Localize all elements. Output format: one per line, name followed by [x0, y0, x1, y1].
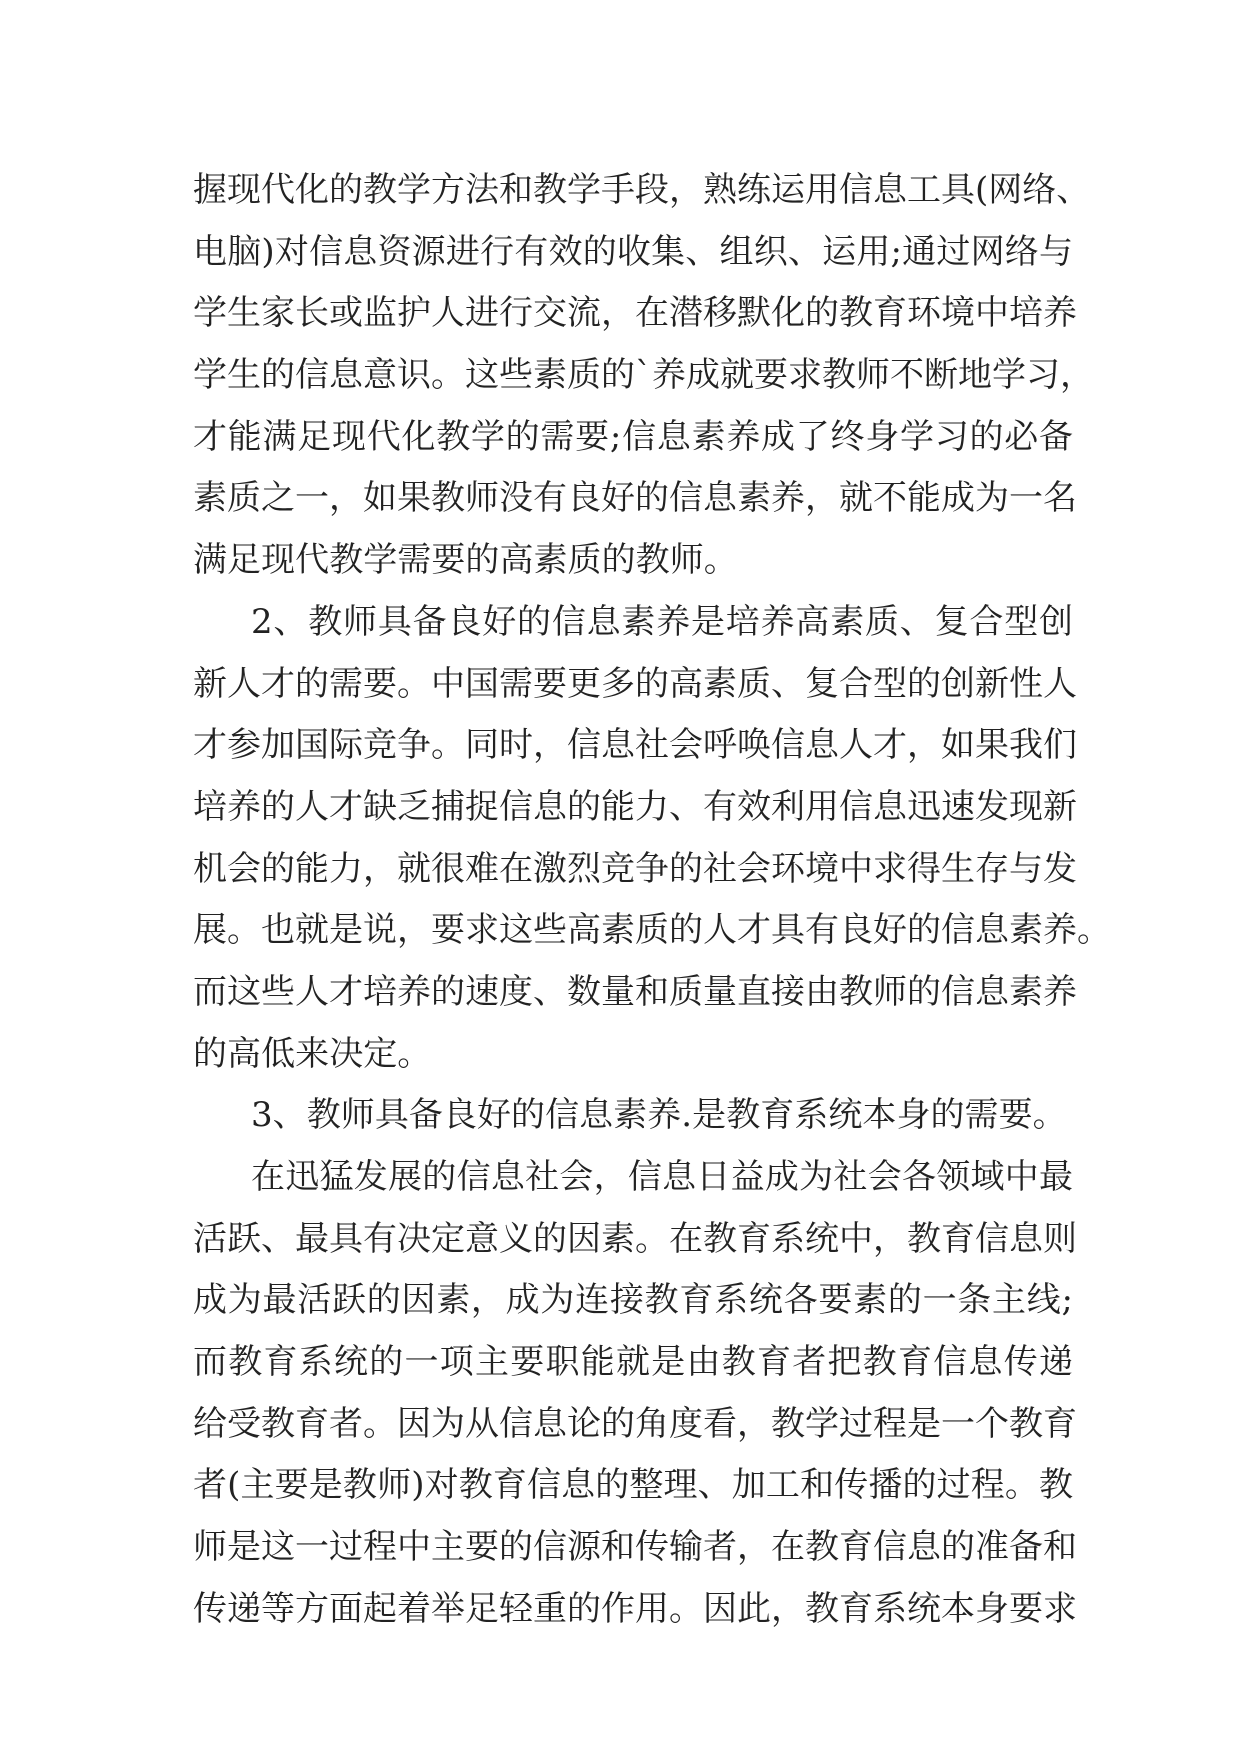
paragraph-line: 者(主要是教师)对教育信息的整理、加工和传播的过程。教 — [193, 1465, 1073, 1506]
paragraph-line: 新人才的需要。中国需要更多的高素质、复合型的创新性人 — [193, 663, 1077, 704]
paragraph-line: 给受教育者。因为从信息论的角度看，教学过程是一个教育 — [193, 1403, 1077, 1444]
paragraph-line: 才能满足现代化教学的需要;信息素养成了终身学习的必备 — [193, 416, 1073, 457]
paragraph-first-line: 在迅猛发展的信息社会，信息日益成为社会各领域中最 — [251, 1157, 1073, 1197]
paragraph-line: 才参加国际竞争。同时，信息社会呼唤信息人才，如果我们 — [193, 725, 1077, 766]
paragraph-line: 满足现代教学需要的高素质的教师。 — [193, 540, 738, 581]
paragraph-first-line: 3、教师具备良好的信息素养.是教育系统本身的需要。 — [251, 1095, 1067, 1136]
paragraph-line: 培养的人才缺乏捕捉信息的能力、有效利用信息迅速发现新 — [193, 786, 1077, 827]
body-text — [193, 160, 1111, 1641]
paragraph-line: 学生家长或监护人进行交流，在潜移默化的教育环境中培养 — [193, 293, 1077, 334]
paragraph-line: 师是这一过程中主要的信源和传输者，在教育信息的准备和 — [193, 1527, 1077, 1568]
paragraph-line: 而这些人才培养的速度、数量和质量直接由教师的信息素养 — [193, 971, 1077, 1012]
paragraph-line: 学生的信息意识。这些素质的`养成就要求教师不断地学习， — [193, 355, 1094, 396]
paragraph-line: 机会的能力，就很难在激烈竞争的社会环境中求得生存与发 — [193, 848, 1077, 889]
paragraph-line: 成为最活跃的因素，成为连接教育系统各要素的一条主线; — [193, 1280, 1073, 1321]
paragraph-first-line: 2、教师具备良好的信息素养是培养高素质、复合型创 — [251, 601, 1073, 642]
paragraph-line: 活跃、最具有决定意义的因素。在教育系统中，教育信息则 — [193, 1218, 1077, 1259]
paragraph-line: 传递等方面起着举足轻重的作用。因此，教育系统本身要求 — [193, 1588, 1077, 1629]
paragraph-line: 而教育系统的一项主要职能就是由教育者把教育信息传递 — [193, 1342, 1073, 1383]
paragraph-line: 电脑)对信息资源进行有效的收集、组织、运用;通过网络与 — [193, 231, 1073, 272]
paragraph-line: 素质之一，如果教师没有良好的信息素养，就不能成为一名 — [193, 478, 1077, 519]
paragraph-line: 的高低来决定。 — [193, 1033, 432, 1074]
paragraph-line: 握现代化的教学方法和教学手段，熟练运用信息工具(网络、 — [193, 170, 1091, 210]
paragraph-line: 展。也就是说，要求这些高素质的人才具有良好的信息素养。 — [193, 910, 1111, 951]
